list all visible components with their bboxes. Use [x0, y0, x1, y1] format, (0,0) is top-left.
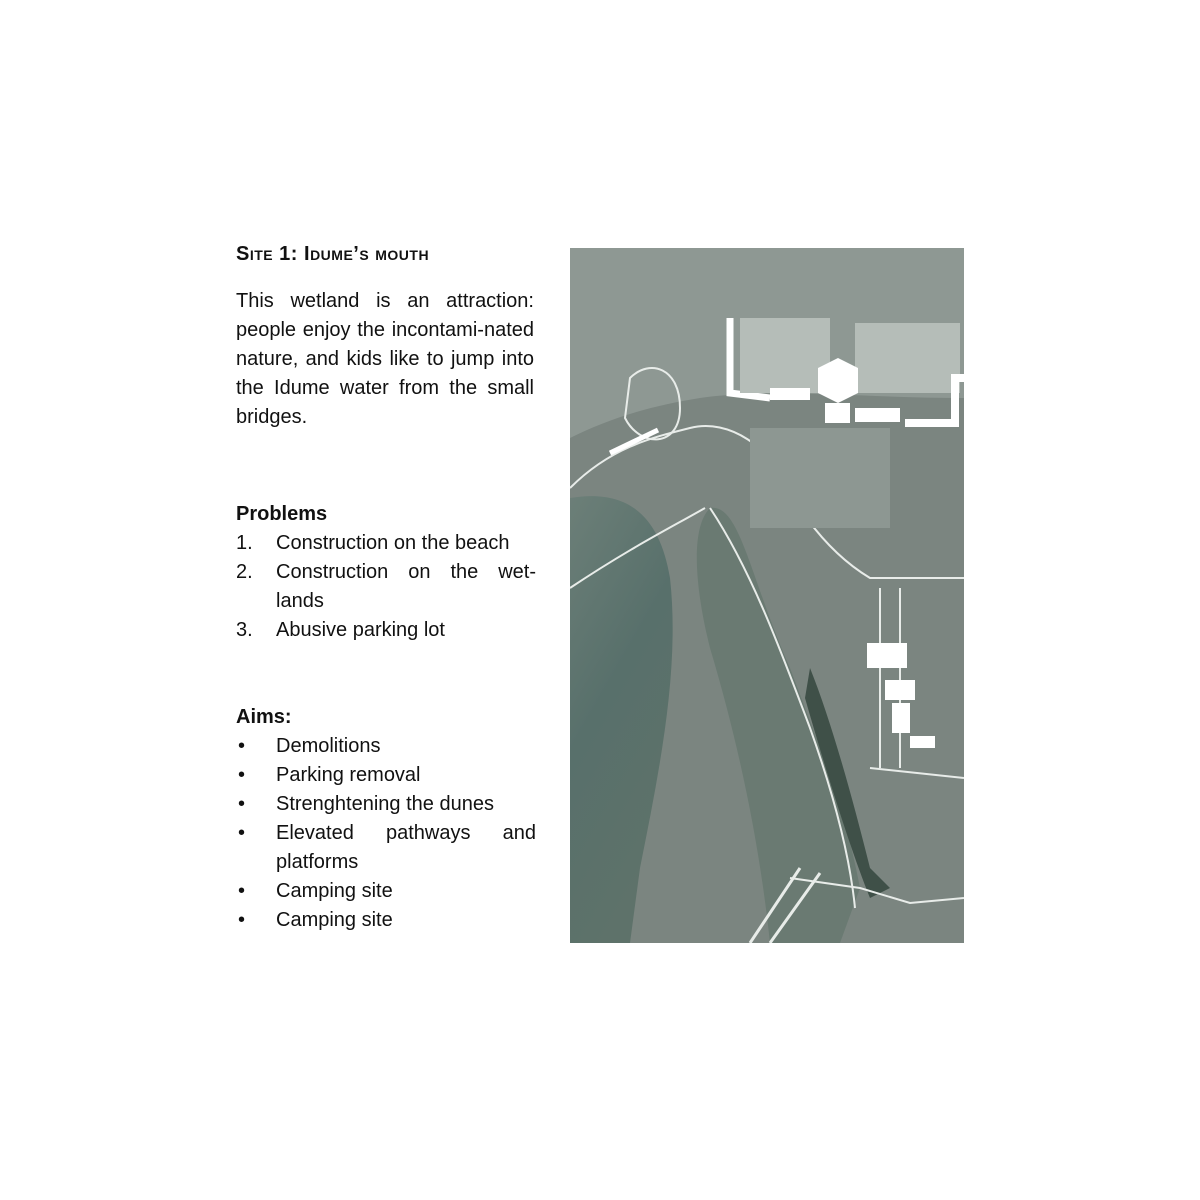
site-intro: This wetland is an attraction: people enjoy the incontami-nated nature, and kids like to jump into the Idume water from the small bridges.	[236, 290, 534, 428]
beach-building	[770, 388, 810, 400]
bullet-icon: •	[238, 735, 246, 757]
aim-text: Parking removal	[276, 764, 421, 786]
problem-number: 1.	[236, 532, 253, 554]
problems-list	[236, 529, 536, 645]
site-title: Site 1: Idume’s mouth	[236, 243, 430, 265]
bullet-icon: •	[238, 909, 246, 931]
site-aerial-map	[570, 248, 964, 943]
inland-building	[910, 736, 935, 748]
bullet-icon: •	[238, 764, 246, 786]
problem-number: 2.	[236, 561, 253, 583]
central-building	[825, 403, 850, 423]
problem-text: Abusive parking lot	[276, 619, 445, 641]
inland-building	[892, 703, 910, 733]
aim-item	[236, 761, 536, 790]
aim-item	[236, 819, 536, 877]
aim-text: Strenghtening the dunes	[276, 793, 494, 815]
aim-item	[236, 790, 536, 819]
problem-item	[236, 616, 536, 645]
beach-establishment-grid	[740, 318, 830, 393]
problem-text: Construction on the wet-lands	[276, 561, 536, 612]
problems-heading: Problems	[236, 503, 328, 525]
bullet-icon: •	[238, 793, 246, 815]
bullet-icon: •	[238, 822, 246, 844]
aim-item	[236, 877, 536, 906]
parking-lot	[750, 428, 890, 528]
site-description	[236, 240, 534, 432]
aims-list	[236, 732, 536, 935]
aim-item	[236, 906, 536, 935]
aim-text: Demolitions	[276, 735, 381, 757]
problem-text: Construction on the beach	[276, 532, 510, 554]
aims-section	[236, 703, 536, 935]
bullet-icon: •	[238, 880, 246, 902]
beach-establishment-grid	[855, 323, 960, 393]
inland-building	[867, 643, 907, 668]
aims-heading: Aims:	[236, 706, 292, 728]
beach-building	[855, 408, 900, 422]
problem-item	[236, 558, 536, 616]
aim-item	[236, 732, 536, 761]
inland-building	[885, 680, 915, 700]
problem-item	[236, 529, 536, 558]
aim-text: Elevated pathways and platforms	[276, 822, 536, 873]
aerial-photo-illustration	[570, 248, 964, 943]
aim-text: Camping site	[276, 880, 393, 902]
problem-number: 3.	[236, 619, 253, 641]
aim-text: Camping site	[276, 909, 393, 931]
problems-section	[236, 500, 536, 645]
